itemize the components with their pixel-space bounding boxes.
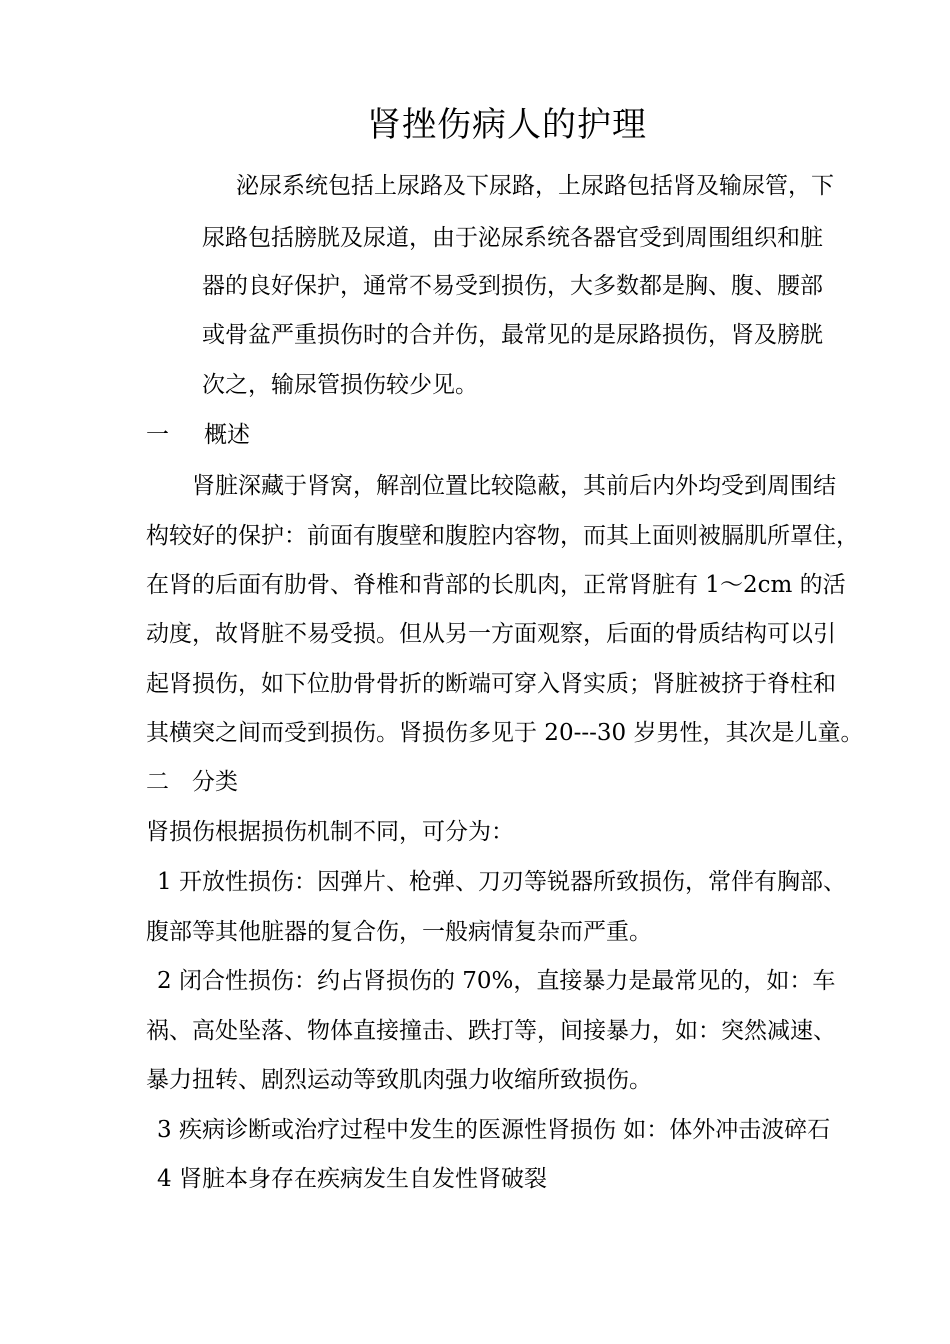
intro-line: 次之，输尿管损伤较少见。 — [202, 372, 478, 398]
paragraph-line: 肾损伤根据损伤机制不同，可分为： — [146, 819, 514, 845]
paragraph-line: 起肾损伤，如下位肋骨骨折的断端可穿入肾实质；肾脏被挤于脊柱和 — [146, 671, 836, 697]
paragraph-line: 腹部等其他脏器的复合伤，一般病情复杂而严重。 — [146, 919, 652, 945]
paragraph-line: 其横突之间而受到损伤。肾损伤多见于 20---30 岁男性，其次是儿童。 — [146, 720, 864, 746]
document-title: 肾挫伤病人的护理 — [367, 105, 647, 145]
list-item: 1 开放性损伤：因弹片、枪弹、刀刃等锐器所致损伤，常伴有胸部、 — [157, 869, 846, 895]
section-number: 一 — [146, 422, 169, 448]
section-number: 二 — [146, 769, 169, 795]
paragraph-line: 祸、高处坠落、物体直接撞击、跌打等，间接暴力，如：突然减速、 — [146, 1018, 836, 1044]
section-heading: 概述 — [204, 422, 250, 448]
paragraph-line: 在肾的后面有肋骨、脊椎和背部的长肌肉，正常肾脏有 1～2cm 的活 — [146, 572, 846, 598]
intro-line: 泌尿系统包括上尿路及下尿路，上尿路包括肾及输尿管，下 — [236, 173, 834, 199]
paragraph-line: 暴力扭转、剧烈运动等致肌肉强力收缩所致损伤。 — [146, 1067, 652, 1093]
intro-line: 或骨盆严重损伤时的合并伤，最常见的是尿路损伤，肾及膀胱 — [202, 322, 823, 348]
paragraph-line: 肾脏深藏于肾窝，解剖位置比较隐蔽，其前后内外均受到周围结 — [192, 473, 836, 499]
intro-line: 器的良好保护，通常不易受到损伤，大多数都是胸、腹、腰部 — [202, 273, 823, 299]
list-item: 2 闭合性损伤：约占肾损伤的 70%，直接暴力是最常见的，如：车 — [157, 968, 836, 994]
list-item: 4 肾脏本身存在疾病发生自发性肾破裂 — [157, 1166, 547, 1192]
list-item: 3 疾病诊断或治疗过程中发生的医源性肾损伤 如：体外冲击波碎石 — [157, 1117, 831, 1143]
paragraph-line: 动度，故肾脏不易受损。但从另一方面观察，后面的骨质结构可以引 — [146, 621, 836, 647]
paragraph-line: 构较好的保护：前面有腹壁和腹腔内容物，而其上面则被膈肌所罩住， — [146, 523, 859, 549]
intro-line: 尿路包括膀胱及尿道，由于泌尿系统各器官受到周围组织和脏 — [202, 225, 823, 251]
section-heading: 分类 — [192, 769, 238, 795]
